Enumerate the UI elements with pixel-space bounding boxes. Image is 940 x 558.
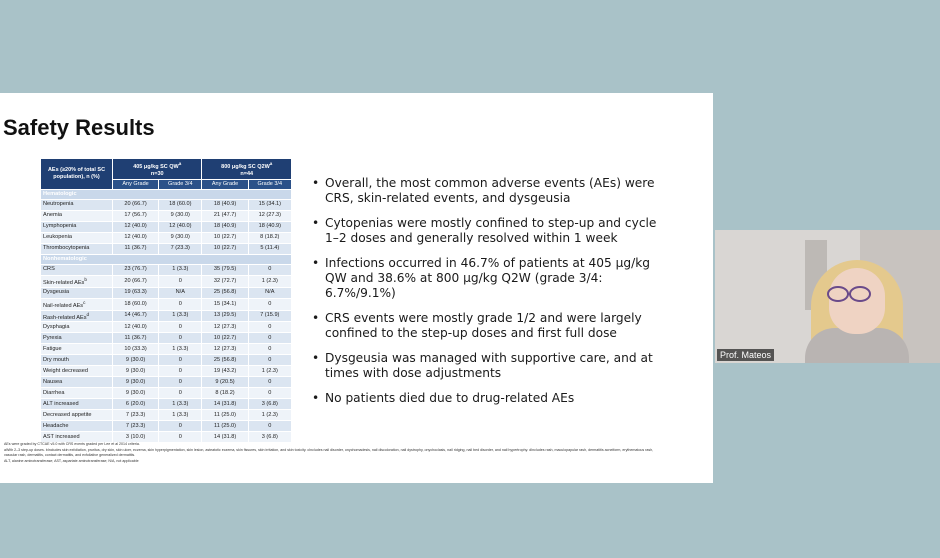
- table-cell-ae-name: Dysphagia: [41, 322, 113, 333]
- table-cell-value: 11 (25.0): [202, 421, 248, 432]
- table-cell-value: 1 (3.3): [159, 264, 202, 275]
- key-findings-list: [312, 176, 657, 416]
- table-header-group2: 800 μg/kg SC $Q2W^a$ n=44: [202, 159, 292, 180]
- table-cell-ae-name: Dry mouth: [41, 355, 113, 366]
- table-cell-value: 0: [248, 355, 291, 366]
- table-cell-value: 7 (23.3): [113, 421, 159, 432]
- table-row: [41, 355, 292, 366]
- table-cell-value: 1 (3.3): [159, 399, 202, 410]
- table-cell-value: 3 (10.0): [113, 432, 159, 443]
- table-cell-value: 3 (6.8): [248, 432, 291, 443]
- table-cell-value: 3 (6.8): [248, 399, 291, 410]
- table-cell-value: 17 (56.7): [113, 210, 159, 221]
- table-section-label: Hematologic: [41, 189, 292, 199]
- table-row: [41, 366, 292, 377]
- table-cell-ae-name: Nail-related AEs$^c$: [41, 298, 113, 310]
- table-cell-value: 13 (29.5): [202, 310, 248, 322]
- table-cell-ae-name: Skin-related AEs$^b$: [41, 275, 113, 287]
- table-cell-value: 1 (3.3): [159, 310, 202, 322]
- table-cell-ae-name: ALT increased: [41, 399, 113, 410]
- table-section-row: [41, 254, 292, 264]
- table-cell-value: 1 (2.3): [248, 366, 291, 377]
- table-cell-value: 12 (40.0): [113, 232, 159, 243]
- list-item: • Overall, the most common adverse events (AEs) were CRS, skin-related events, and dysgeusia: [312, 176, 655, 205]
- table-row: [41, 287, 292, 298]
- table-cell-value: 7 (23.3): [159, 243, 202, 254]
- table-cell-ae-name: Weight decreased: [41, 366, 113, 377]
- adverse-events-table: [40, 158, 292, 443]
- table-cell-value: 0: [159, 388, 202, 399]
- table-cell-value: 0: [159, 377, 202, 388]
- table-cell-value: 20 (66.7): [113, 275, 159, 287]
- table-row: [41, 232, 292, 243]
- table-cell-ae-name: Diarrhea: [41, 388, 113, 399]
- table-cell-value: 9 (30.0): [113, 366, 159, 377]
- table-cell-value: 12 (27.3): [202, 322, 248, 333]
- table-row: [41, 275, 292, 287]
- table-cell-value: 8 (18.2): [202, 388, 248, 399]
- table-cell-ae-name: Dysgeusia: [41, 287, 113, 298]
- list-item: • Cytopenias were mostly confined to step-up and cycle 1–2 doses and generally resolved within 1 week: [312, 216, 657, 245]
- table-cell-value: 9 (20.5): [202, 377, 248, 388]
- table-cell-value: 32 (72.7): [202, 275, 248, 287]
- table-cell-value: 35 (79.5): [202, 264, 248, 275]
- table-cell-value: 18 (40.9): [248, 221, 291, 232]
- table-cell-value: 18 (40.9): [202, 221, 248, 232]
- table-cell-value: 9 (30.0): [159, 210, 202, 221]
- table-row: [41, 421, 292, 432]
- table-cell-value: 0: [248, 298, 291, 310]
- table-section-label: Nonhematologic: [41, 254, 292, 264]
- table-row: [41, 310, 292, 322]
- table-cell-value: 12 (27.3): [248, 210, 291, 221]
- slide-footnotes: [4, 442, 664, 464]
- table-cell-value: 7 (23.3): [113, 410, 159, 421]
- table-cell-value: 18 (40.9): [202, 199, 248, 210]
- table-cell-value: 12 (40.0): [113, 221, 159, 232]
- table-cell-value: 6 (20.0): [113, 399, 159, 410]
- table-cell-value: 7 (15.9): [248, 310, 291, 322]
- list-item: • Dysgeusia was managed with supportive care, and at times with dose adjustments: [312, 351, 653, 380]
- table-cell-ae-name: Headache: [41, 421, 113, 432]
- footnote-line: aWith 2–3 step-up doses. bIncludes skin exfoliation, pruritus, dry skin, skin ulcer, eczema, skin hyperpigmentation, skin lesion, asteatotic eczema, skin fissures, skin irritation, and skin toxicity. cIncludes nail disorder, onychomadesis, nail discoloration, nail dystrophy, onychoclasis, nail ridging, nail bed disorder, and nail hypertrophy. dIncludes rash, maculopapular rash, dermatitis acneiform, erythematous rash, vascular rash, dermatitis, contact dermatitis, and exfoliative generalized dermatitis.: [4, 447, 654, 457]
- table-row: [41, 210, 292, 221]
- table-row: [41, 344, 292, 355]
- table-cell-value: 9 (30.0): [113, 355, 159, 366]
- table-cell-value: 18 (60.0): [113, 298, 159, 310]
- table-cell-value: 1 (3.3): [159, 410, 202, 421]
- table-section-row: [41, 189, 292, 199]
- list-item: • No patients died due to drug-related AEs: [312, 391, 575, 405]
- table-cell-ae-name: AST increased: [41, 432, 113, 443]
- table-cell-value: 25 (56.8): [202, 355, 248, 366]
- table-cell-value: 14 (31.8): [202, 399, 248, 410]
- table-subheader-g34-2: Grade 3/4: [248, 179, 291, 189]
- table-cell-value: N/A: [248, 287, 291, 298]
- table-cell-value: 0: [248, 421, 291, 432]
- footnote-line: AEs were graded by CTCAE v5.0 with CRS events graded per Lee et al 2014 criteria.: [4, 442, 140, 446]
- table-row: [41, 399, 292, 410]
- table-subheader-g34-1: Grade 3/4: [159, 179, 202, 189]
- table-cell-value: 25 (56.8): [202, 287, 248, 298]
- table-cell-ae-name: Fatigue: [41, 344, 113, 355]
- table-cell-value: N/A: [159, 287, 202, 298]
- table-cell-value: 0: [159, 322, 202, 333]
- table-cell-value: 0: [248, 388, 291, 399]
- table-cell-ae-name: Thrombocytopenia: [41, 243, 113, 254]
- table-cell-value: 19 (43.2): [202, 366, 248, 377]
- table-cell-ae-name: Lymphopenia: [41, 221, 113, 232]
- table-header-ae: AEs (≥20% of total SC population), n (%): [41, 159, 113, 190]
- table-cell-value: 1 (2.3): [248, 410, 291, 421]
- table-row: [41, 388, 292, 399]
- list-item: • Infections occurred in 46.7% of patients at 405 µg/kg QW and 38.6% at 800 µg/kg Q2W (grade 3/4: 6.7%/9.1%): [312, 256, 651, 300]
- table-cell-ae-name: Nausea: [41, 377, 113, 388]
- table-cell-value: 9 (30.0): [113, 377, 159, 388]
- table-subheader-any-2: Any Grade: [202, 179, 248, 189]
- table-cell-value: 0: [159, 355, 202, 366]
- table-cell-value: 1 (2.3): [248, 275, 291, 287]
- table-cell-value: 9 (30.0): [159, 232, 202, 243]
- table-cell-value: 9 (30.0): [113, 388, 159, 399]
- speaker-video-tile[interactable]: [715, 230, 940, 363]
- table-cell-value: 11 (25.0): [202, 410, 248, 421]
- table-row: [41, 322, 292, 333]
- table-cell-value: 0: [159, 432, 202, 443]
- table-cell-value: 0: [248, 333, 291, 344]
- table-cell-value: 14 (31.8): [202, 432, 248, 443]
- table-cell-value: 8 (18.2): [248, 232, 291, 243]
- table-cell-ae-name: Rash-related AEs$^d$: [41, 310, 113, 322]
- table-cell-value: 11 (36.7): [113, 243, 159, 254]
- table-row: [41, 333, 292, 344]
- table-row: [41, 199, 292, 210]
- table-cell-value: 1 (3.3): [159, 344, 202, 355]
- table-cell-value: 15 (34.1): [248, 199, 291, 210]
- table-header-group1: 405 μg/kg SC $QW^a$ n=30: [113, 159, 202, 180]
- table-cell-ae-name: Pyrexia: [41, 333, 113, 344]
- table-cell-value: 0: [248, 264, 291, 275]
- speaker-name-label: Prof. Mateos: [717, 349, 774, 361]
- table-cell-ae-name: Anemia: [41, 210, 113, 221]
- table-cell-value: 15 (34.1): [202, 298, 248, 310]
- table-cell-value: 11 (36.7): [113, 333, 159, 344]
- table-cell-ae-name: Leukopenia: [41, 232, 113, 243]
- table-cell-value: 0: [159, 275, 202, 287]
- table-cell-ae-name: Decreased appetite: [41, 410, 113, 421]
- table-cell-ae-name: CRS: [41, 264, 113, 275]
- table-cell-value: 10 (22.7): [202, 232, 248, 243]
- table-cell-value: 21 (47.7): [202, 210, 248, 221]
- slide-title: Safety Results: [3, 115, 155, 140]
- table-row: [41, 243, 292, 254]
- table-cell-value: 10 (33.3): [113, 344, 159, 355]
- footnote-line: ALT, alanine aminotransferase; AST, aspartate aminotransferase; N/A, not applicable: [4, 458, 139, 463]
- table-cell-value: 0: [159, 298, 202, 310]
- table-row: [41, 264, 292, 275]
- table-cell-value: 0: [159, 333, 202, 344]
- table-cell-value: 20 (66.7): [113, 199, 159, 210]
- table-cell-value: 0: [159, 421, 202, 432]
- table-cell-value: 10 (22.7): [202, 243, 248, 254]
- presentation-slide: [0, 93, 713, 483]
- list-item: • CRS events were mostly grade 1/2 and were largely confined to the step-up doses and first full dose: [312, 311, 642, 340]
- table-cell-value: 19 (63.3): [113, 287, 159, 298]
- table-row: [41, 298, 292, 310]
- glasses-icon: [823, 286, 871, 302]
- table-cell-value: 14 (46.7): [113, 310, 159, 322]
- table-row: [41, 410, 292, 421]
- table-cell-value: 10 (22.7): [202, 333, 248, 344]
- table-cell-value: 5 (11.4): [248, 243, 291, 254]
- table-cell-value: 18 (60.0): [159, 199, 202, 210]
- table-cell-value: 0: [248, 377, 291, 388]
- table-cell-value: 23 (76.7): [113, 264, 159, 275]
- table-cell-value: 0: [248, 344, 291, 355]
- table-cell-value: 0: [159, 366, 202, 377]
- table-subheader-any-1: Any Grade: [113, 179, 159, 189]
- table-cell-value: 12 (40.0): [113, 322, 159, 333]
- table-cell-value: 0: [248, 322, 291, 333]
- table-row: [41, 221, 292, 232]
- table-cell-value: 12 (27.3): [202, 344, 248, 355]
- table-cell-value: 12 (40.0): [159, 221, 202, 232]
- table-row: [41, 377, 292, 388]
- table-cell-ae-name: Neutropenia: [41, 199, 113, 210]
